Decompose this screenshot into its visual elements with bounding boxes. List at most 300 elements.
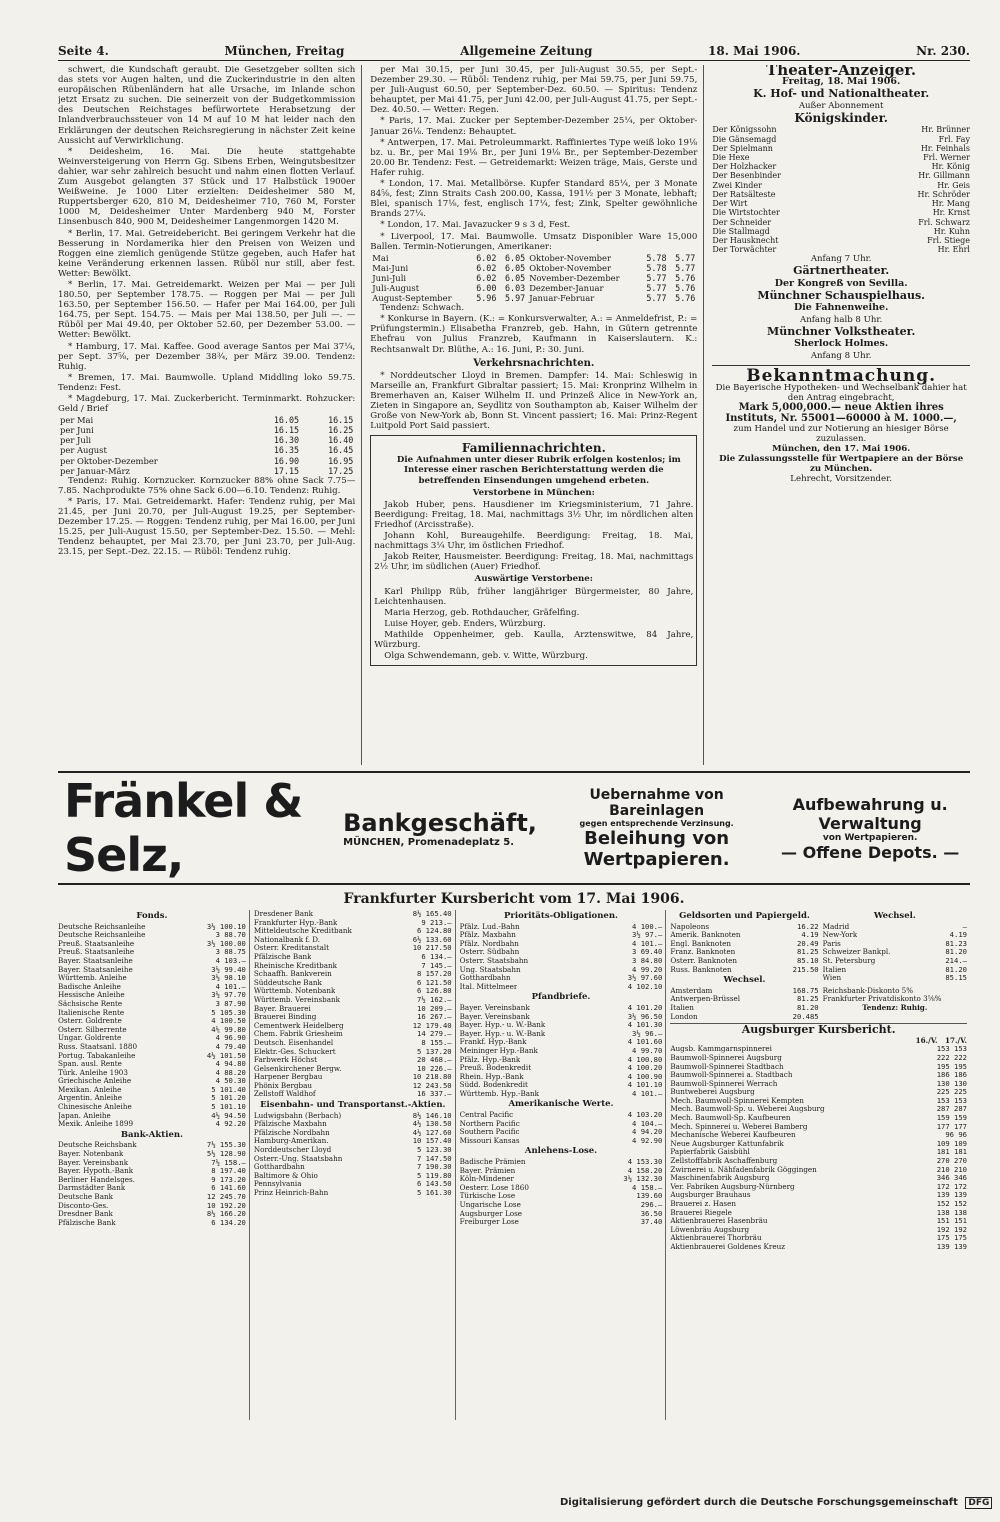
table-cell: 16.35 [273,445,300,456]
cast-entry: Zwei Kinder [712,180,762,190]
augsburg-title: Augsburger Kursbericht. [670,1023,967,1035]
table-cell: 16.95 [328,455,354,466]
paragraph: * Hamburg, 17. Mai. Kaffee. Good average Santos per Mai 37¼, per Sept. 37⅝, per Dezember 38¾, per März 39.00. Tendenz: Ruhig. [58,341,356,372]
start-time-2: Anfang halb 8 Uhr. [799,314,883,325]
quote-name: Pfälz. Nordbahn [459,939,519,948]
quote-name: Aktienbrauerei Hasenbräu [670,1217,768,1226]
family-news-title: Familiennachrichten. [461,441,606,456]
quote-values: 3½ 100.00 [206,938,246,948]
quote-row [254,1189,452,1198]
quote-name: Wien [822,974,842,983]
quote-values: 4 92.90 [632,1135,663,1145]
col2b-text [370,303,697,354]
table-cell: 5.96 [476,293,497,304]
quote-values: 109 109 [936,1138,967,1148]
quote-values: 4 158.— [632,1182,663,1192]
play-fahnenweihe: Die Fahnenweihe. [793,301,889,313]
quote-name: Ital. Mittelmeer [459,982,518,991]
privatdiskont: Frankfurter Privatdiskonto 3⅝% [822,994,942,1004]
quote-values: 10 209.— [417,1003,452,1013]
traffic-news-text: * Norddeutscher Lloyd in Bremen. Dampfer: 14. Mai: Schleswig in Marseille an, Frankfurt Gibraltar passiert; 15. Mai: Kronprinz Wilhelm in Bremerhaven an, Kaiser Wilhelm II. und Prinzeß Alice in New-York an, Zieten in Singapore an, Seydlitz von Southampton ab, Kaiser Wilhelm der Große von New-York ab, Bonn St. Vincent passiert; 16. Mai: Prinz-Regent Luitpold Port Said passiert. [370,370,698,432]
quote-values: 14 279.— [417,1029,452,1039]
quote-name: Norddeutscher Lloyd [253,1146,332,1155]
quote-values: 81.20 [945,947,967,957]
quote-name: Zellstoff Waldhof [253,1090,316,1099]
quote-values: 10 217.50 [412,943,452,953]
table-cell: 5.77 [646,282,667,293]
quote-values: 20 468.— [417,1055,452,1065]
cast-entry: Der Königssohn [712,125,777,135]
cast-entry: Der Ratsälteste [712,189,776,199]
quote-name: Frankfurter Hyp.-Bank [253,918,338,927]
quote-row [670,1054,967,1063]
stock-report [58,910,970,1420]
col1-text [58,65,355,414]
quote-name: Cementwerk Heidelberg [253,1021,344,1030]
quote-values: 5½ 128.90 [206,1149,246,1159]
ad-line2: Beleihung von Wertpapieren. [583,827,730,870]
quote-name: Maschinenfabrik Augsburg [670,1174,770,1183]
quote-name: Span. ausl. Rente [58,1060,122,1069]
quote-name: Italien [822,965,847,974]
currency-and-exchange [670,910,967,1021]
announcement-text: Die Bayerische Hypotheken- und Wechselbank dahier hat den Antrag eingebracht, [715,383,967,404]
quote-name: Dresdener Bank [253,910,314,918]
quote-values: 270 270 [936,1156,967,1166]
quote-values: 3½ 98.10 [211,973,246,983]
quote-values: 8 197.40 [211,1166,246,1176]
ad-address: MÜNCHEN, Promenadeplatz 5. [343,836,515,848]
quote-name: Argentin. Anleihe [58,1094,123,1103]
quote-name: Köln-Mindener [459,1175,514,1184]
quote-values: 159 159 [936,1113,967,1123]
quote-row [460,1192,663,1201]
deceased-abroad-heading: Auswärtige Verstorbene: [474,574,593,585]
quote-name: Elektr.-Ges. Schuckert [253,1047,336,1056]
fonds-title: Fonds. [136,911,168,921]
table-row [370,293,697,303]
quote-name: Mexik. Anleihe 1899 [58,1120,134,1129]
quote-values: 7 147.50 [417,1153,452,1163]
quote-values: 81.23 [945,938,967,948]
stock-col-4 [670,910,970,1420]
cast-entry: Hr. Brünner [921,125,970,135]
augsburg-col-1: 16./V. [915,1035,938,1045]
start-time-1: Anfang 7 Uhr. [810,254,872,265]
quote-name: Paris [822,939,841,948]
quote-values: 9 173.20 [211,1174,246,1184]
augsburg-rows [670,1045,967,1251]
quote-name: Preuß. Staatsanleihe [58,939,135,948]
quote-name: Russ. Staatsanl. 1880 [58,1042,138,1051]
ad-right2: — Offene Depots. — [781,842,960,862]
cast-entry: Frl. Schwarz [918,217,970,227]
table-row [58,445,355,455]
quote-values: 287 287 [936,1104,967,1114]
paragraph: * Magdeburg, 17. Mai. Zuckerbericht. Terminmarkt. Rohzucker: Geld / Brief [58,394,356,415]
paragraph: * Deidesheim, 16. Mai. Die heute stattgehabte Weinversteigerung von Herrn Gg. Sibens Erben, Weingutsbesitzer dahier, war sehr zahlreich besucht und nahm einen flotten Verlauf. Zum Ausgebot gelangten 37 Stück und 17 Halbstück 1900er Weißweine. Je 1000 Liter erzielten: Deidesheimer 580 M, Ruppertsberger 620, 810 M, Deidesheimer 710, 760 M, Forster 1000 M, Deidesheimer Unter Mardenberg 940 M, Forster Linsenbusch 840, 900 M, Deidesheimer Langenmorgen 1420 M. [58,146,356,228]
quote-name: Bayer. Hypoth.-Bank [58,1167,134,1176]
quote-values: 4 92.20 [215,1119,246,1129]
wechsel-title: Wechsel. [873,911,916,921]
quote-row [670,1148,967,1157]
quote-name: Mexikan. Anleihe [58,1085,122,1094]
paragraph: * Liverpool, 17. Mai. Baumwolle. Umsatz Disponibler Ware 15,000 Ballen. Termin-Notierungen, Amerikaner: [370,231,698,252]
quote-values: 153 153 [936,1044,967,1054]
quote-values: 152 152 [936,1199,967,1208]
quote-name: Württemb. Hyp.-Bank [459,1089,540,1098]
quote-values: 4½ 127.60 [412,1127,452,1137]
quote-values: 4 99.20 [632,964,663,974]
header-place: München, Freitag [224,44,345,58]
cotton-price-table [370,253,697,303]
quote-values: 3½ 97.70 [211,990,246,1000]
quote-values: 81.25 [797,947,819,957]
announcement [712,365,970,484]
quote-name: Amsterdam [670,986,713,995]
quote-values: 138 138 [936,1207,967,1217]
table-cell: November-Dezember [529,272,620,283]
quote-values: 85.15 [945,973,967,983]
quote-name: Griechische Anleihe [58,1077,132,1086]
quote-name: Pfälzische Nordbahn [253,1128,330,1137]
table-cell: per Juni [60,425,94,436]
table-cell: per Januar-März [60,465,130,476]
ad-company-info [343,809,537,848]
quote-row [460,1137,663,1146]
quote-values: 4 104.— [632,1118,663,1128]
rail-rows [254,1112,452,1198]
quote-name: Pfälzische Maxbahn [253,1120,327,1129]
table-cell: 5.77 [675,262,696,273]
page-header [58,44,970,61]
table-row [370,253,697,263]
cast-entry: Hr. Kuhn [933,226,970,236]
quote-values: 139 139 [936,1241,967,1251]
quote-values: 6 134.— [421,951,452,961]
pfand-title: Pfandbriefe. [531,992,591,1003]
cast-entry: Hr. Gillmann [918,171,970,181]
quote-values: 4 101.30 [627,1020,663,1030]
quote-values: 6 126.80 [417,986,452,996]
prio-title: Prioritäts-Obligationen. [504,911,618,921]
quote-name: New-York [822,931,858,940]
quote-values: 3 87.90 [215,998,246,1008]
quote-name: Süddeutsche Bank [253,978,322,987]
quote-row [670,1234,967,1243]
quote-values: 4 101.60 [627,1037,663,1047]
quote-values: 4 100.50 [211,1016,246,1026]
digitization-footer [560,1497,992,1509]
quote-values: 8½ 166.20 [206,1209,246,1219]
table-cell: Juli-August [372,282,420,293]
start-time-3: Anfang 8 Uhr. [810,351,872,362]
quote-name: Österr. Kreditanstalt [253,944,330,953]
table-cell: Mai [372,252,389,263]
paragraph: Olga Schwendemann, geb. v. Witte, Würzburg. [384,651,588,662]
quote-values: 37.40 [640,1217,663,1227]
paragraph: * Paris, 17. Mai. Zucker per September-Dezember 25¼, per Oktober-Januar 26⅛. Tendenz: Behauptet. [370,116,698,137]
quote-values: 177 177 [936,1121,967,1131]
quote-values: 4 79.40 [215,1041,246,1051]
quote-values: 296.— [640,1200,663,1209]
table-row [58,456,355,466]
table-cell: 5.78 [646,252,667,263]
quote-values: 139.60 [636,1191,663,1201]
currency-block [670,910,818,1021]
quote-values: 192 192 [936,1224,967,1234]
quote-values: 4 103.20 [627,1110,663,1120]
paragraph: Jakob Reiter, Hausmeister. Beerdigung: Freitag, 18. Mai, nachmittags 2½ Uhr, im südlichen (Auer) Friedhof. [374,552,694,573]
quote-name: Österr. Staatsbahn [459,956,529,965]
quote-row [670,1080,967,1089]
table-cell: Mai-Juni [372,262,409,273]
quote-values: 4 101.10 [627,1080,663,1090]
quote-row [823,974,967,983]
announcement-sign: Die Zulassungsstelle für Wertpapiere an der Börse zu München. [719,453,964,474]
quote-name: Gotthardbahn [459,974,511,983]
quote-name: Bayer. Notenbank [58,1150,124,1159]
table-cell: 16.30 [273,435,300,446]
col2-text [370,65,697,252]
quote-name: Deutsche Reichsanleihe [58,922,146,931]
quote-name: Franz. Banknoten [670,948,736,957]
quote-row [670,1088,967,1097]
exchange-block [823,910,967,1021]
quote-name: Mech. Spinnerei u. Weberei Bamberg [670,1122,808,1131]
paragraph: * Paris, 17. Mai. Getreidemarkt. Hafer: Tendenz ruhig, per Mai 21.45, per Juni 20.70, per Juli-August 19.25, per September-Dezember 17.25. — Roggen: Tendenz ruhig, per Mai 16.00, per Juni 15.25, per Juli-August 15.50, per September-Dez. 15.50. — Mehl: Tendenz behauptet, per Mai 23.70, per Juni 23.70, per Juli-Aug. 23.15, per Sept.-Dez. 22.15. — Rüböl: Tendenz ruhig. [58,496,356,558]
quote-values: 181 181 [936,1147,967,1157]
fonds-rows [58,923,246,1129]
quote-values: 222 222 [936,1052,967,1062]
augsburg-col-headers [670,1037,967,1046]
family-news-box [370,435,697,666]
prio-rows [460,923,663,992]
play-sevilla: Der Kongreß von Sevilla. [774,277,908,289]
quote-values: 4 50.30 [215,1076,246,1086]
quote-name: Baumwoll-Spinnerei a. Stadtbach [670,1071,793,1080]
quote-row [460,1090,663,1099]
quote-name: Pennsylvania [253,1180,302,1189]
issue-number: Nr. 230. [916,44,970,58]
bank-advertisement [58,771,970,885]
quote-values: 81.20 [797,1002,819,1012]
paragraph: Tendenz: Ruhig. Kornzucker. Kornzucker 88% ohne Sack 7.75—7.85. Nachprodukte 75% ohne Sack 6.00—6.10. Tendenz: Ruhig. [58,475,356,496]
quote-values: 16 267.— [417,1012,452,1022]
ad-right1b: von Wertpapieren. [822,832,918,843]
cast-entry: Die Wirtstochter [712,208,780,218]
stock-col-1 [58,910,250,1420]
quote-row [670,1105,967,1114]
quote-name: Bayer. Brauerei [253,1004,311,1013]
quote-name: Türkische Lose [459,1192,516,1201]
quote-name: Baumwoll-Spinnerei Werrach [670,1079,778,1088]
cast-entry: Hr. König [931,162,970,172]
quote-name: Meininger Hyp.-Bank [459,1046,538,1055]
lose-title: Anlehens-Lose. [524,1146,598,1157]
quote-name: Buntweberei Augsburg [670,1088,755,1097]
paragraph: * London, 17. Mai. Metallbörse. Kupfer Standard 85¼, per 3 Monate 84⅝, fest; Zinn Straits Cash 200.00, Kassa, 191½ per 3 Monate, lebhaft; Blei, spanisch 17⅛, fest, englisch 17¼, fest; Zink, Spelter gewöhnliche Brands 27¼. [370,179,698,220]
quote-name: Hamburg-Amerikan. [253,1137,329,1146]
table-row [58,466,355,476]
quote-name: Chem. Fabrik Griesheim [253,1030,343,1039]
table-row [370,263,697,273]
quote-name: Deutsche Bank [58,1193,113,1201]
col1b-text [58,476,355,558]
amer-title: Amerikanische Werte. [508,1099,614,1110]
quote-values: 4 158.20 [627,1165,663,1175]
table-cell: per August [60,445,107,456]
pfand-rows [460,1004,663,1099]
ad-right [776,795,964,862]
cast-entry: Der Wirt [712,199,748,209]
quote-values: 214.— [945,955,967,965]
table-cell: August-September [372,293,452,304]
paragraph: per Mai 30.15, per Juni 30.45, per Juli-August 30.55, per Sept.-Dezember 29.30. — Rüböl: Tendenz ruhig, per Mai 59.75, per Juni 59.75, per Juli-August 60.50, per September-Dez. 60.50. — Spiritus: Tendenz behauptet, per Mai 41.75, per Juni 42.00, per Juli-August 41.75, per Sept.-Dez. 40.50. — Wetter: Regen. [370,65,698,116]
quote-name: Bayer. Vereinsbank [459,1003,530,1012]
sugar-price-table [58,415,355,476]
quote-name: Bayer. Vereinsbank [58,1158,129,1167]
quote-values: 9 213.— [421,917,452,927]
cast-entry: Hr. Schröder [917,189,970,199]
cast-entry: Frl. Werner [923,153,970,163]
paragraph: Karl Philipp Rüb, früher langjähriger Bürgermeister, 80 Jahre, Leichtenhausen. [374,586,694,607]
quote-values: 10 192.20 [206,1200,246,1210]
quote-row [670,1157,967,1166]
cast-entry: Hr. Krnst [932,208,970,218]
quote-name: Württemb. Notenbank [253,987,336,996]
cast-entry: Der Hausknecht [712,235,779,245]
quote-name: Engl. Banknoten [670,939,731,948]
stock-report-title: Frankfurter Kursbericht vom 17. Mai 1906. [343,891,685,907]
cast-entry: Frl. Fay [938,134,970,144]
quote-name: Badische Anleihe [58,982,121,991]
quote-values: 85.10 [797,955,819,965]
paragraph: Johann Kohl, Bureaugehilfe. Beerdigung: Freitag, 18. Mai, nachmittags 3¼ Uhr, im östlichen Friedhof. [374,531,694,552]
quote-values: 4 102.10 [627,981,663,991]
table-cell: 5.77 [646,293,667,304]
announcement-chair: Lehrecht, Vorsitzender. [790,474,893,485]
deceased-munich-heading: Verstorbene in München: [472,487,595,498]
quote-values: 5 101.20 [211,1093,246,1103]
table-cell: 6.05 [505,252,526,263]
quote-name: Ver. Fabriken Augsburg-Nürnberg [670,1182,795,1191]
quote-row [58,1219,246,1228]
paragraph: * Bremen, 17. Mai. Baumwolle. Upland Middling loko 59.75. Tendenz: Fest. [58,372,356,393]
paragraph: * Konkurse in Bayern. (K.: = Konkursverwalter, A.: = Anmeldefrist, P.: = Prüfungstermin.) Elisabetha Franzreb, geb. Hahn, in Gütern getrennte Ehefrau von Julius Franzreb, Kaufmann in Kaiserslautern. K.: Rechtsanwalt Dr. Blüthe, A.: 16. Juni, P.: 30. Juni. [370,314,698,355]
table-cell: 5.97 [505,293,526,304]
paragraph: Luise Hoyer, geb. Enders, Würzburg. [384,618,546,629]
ad-services [551,787,762,870]
paragraph: Maria Herzog, geb. Rothdaucher, Gräfelfing. [384,607,580,618]
quote-values: 5 123.30 [417,1145,452,1155]
quote-name: Gotthardbahn [253,1163,305,1172]
cast-entry: Frl. Stiege [927,235,970,245]
quote-row [460,1201,663,1210]
table-row [370,283,697,293]
quote-row [670,1166,967,1175]
geld-rows [670,923,818,975]
hof-theater-name: K. Hof- und Nationaltheater. [753,87,930,101]
quote-name: Augsb. Kammgarnspinnerei [670,1045,772,1054]
table-cell: 6.02 [476,262,497,273]
quote-values: 10 218.80 [412,1072,452,1082]
quote-values: 346 346 [936,1173,967,1183]
dfg-logo: DFG [965,1497,992,1509]
quote-name: Badische Prämien [459,1158,526,1167]
quote-name: Mechanische Weberei Kaufbeuren [670,1131,796,1140]
cast-entry: Der Besenbinder [712,171,781,181]
quote-name: Zellstofffabrik Aschaffenburg [670,1157,778,1166]
footer-text: Digitalisierung gefördert durch die Deutsche Forschungsgemeinschaft [560,1497,958,1508]
upper-columns [58,65,970,765]
table-cell: 5.76 [675,272,696,283]
quote-values: 5 119.80 [417,1170,452,1180]
quote-values: 7 145.— [421,960,452,970]
bank-rows [58,1141,246,1227]
quote-row [670,1131,967,1140]
table-cell: 16.40 [328,435,354,446]
table-row [58,425,355,435]
table-cell: 16.90 [273,455,300,466]
paragraph: Jakob Huber, pens. Hausdiener im Kriegsministerium, 71 Jahre. Beerdigung: Freitag, 18. Mai, nachmittags 3½ Uhr, im nördlichen alten Friedhof (Arcisstraße). [374,499,694,530]
quote-values: 8 157.20 [417,969,452,979]
quote-values: 81.20 [945,964,967,974]
quote-values: 36.50 [640,1208,663,1218]
table-cell: 16.15 [273,425,300,436]
quote-values: 172 172 [936,1181,967,1191]
quote-name: Neue Augsburger Kattunfabrik [670,1139,784,1148]
tendenz: Tendenz: Ruhig. [862,1002,928,1012]
traffic-news-title: Verkehrsnachrichten. [473,357,595,369]
quote-values: 4 100.90 [627,1071,663,1081]
theater-column [712,65,970,765]
quote-values: 7⅓ 155.30 [206,1140,246,1150]
quote-values: 3½ 132.30 [623,1174,663,1184]
quote-name: Freiburger Lose [459,1218,519,1227]
quote-row [670,1183,967,1192]
hof-sub: Außer Abonnement [798,101,884,112]
quote-row [670,1123,967,1132]
theater-title: Theater-Anzeiger. [766,65,917,79]
rail-title: Eisenbahn- und Transportanst.-Aktien. [260,1100,446,1111]
quote-name: Augsburger Lose [459,1209,523,1218]
quote-row [670,923,818,932]
quote-values: 215.50 [792,964,819,974]
table-cell: Oktober-November [529,262,612,273]
quote-row [670,1226,967,1235]
quote-name: Bayer. Vereinsbank [459,1012,530,1021]
quote-values: 6 124.80 [417,926,452,936]
quote-name: Phönix Bergbau [253,1081,313,1090]
quote-name: Rhein. Hyp.-Bank [459,1072,524,1081]
quote-row [460,1218,663,1227]
table-cell: 16.05 [273,415,300,426]
quote-name: Löwenbräu Augsburg [670,1225,750,1234]
table-cell: 16.45 [328,445,354,456]
quote-values: 225 225 [936,1087,967,1097]
quote-values: 4 94.80 [215,1059,246,1069]
quote-values: 4.19 [949,930,967,940]
table-cell: 17.15 [273,465,300,476]
quote-name: Papierfabrik Gaisbühl [670,1148,750,1157]
quote-name: Antwerpen-Brüssel [670,995,741,1004]
geld-title: Geldsorten und Papiergeld. [679,911,810,921]
quote-values: 4½ 94.50 [211,1110,246,1120]
quote-name: Nationalbank f. D. [253,935,321,944]
quote-name: Pfälzische Bank [58,1218,116,1227]
quote-name: Missouri Kansas [459,1136,520,1145]
